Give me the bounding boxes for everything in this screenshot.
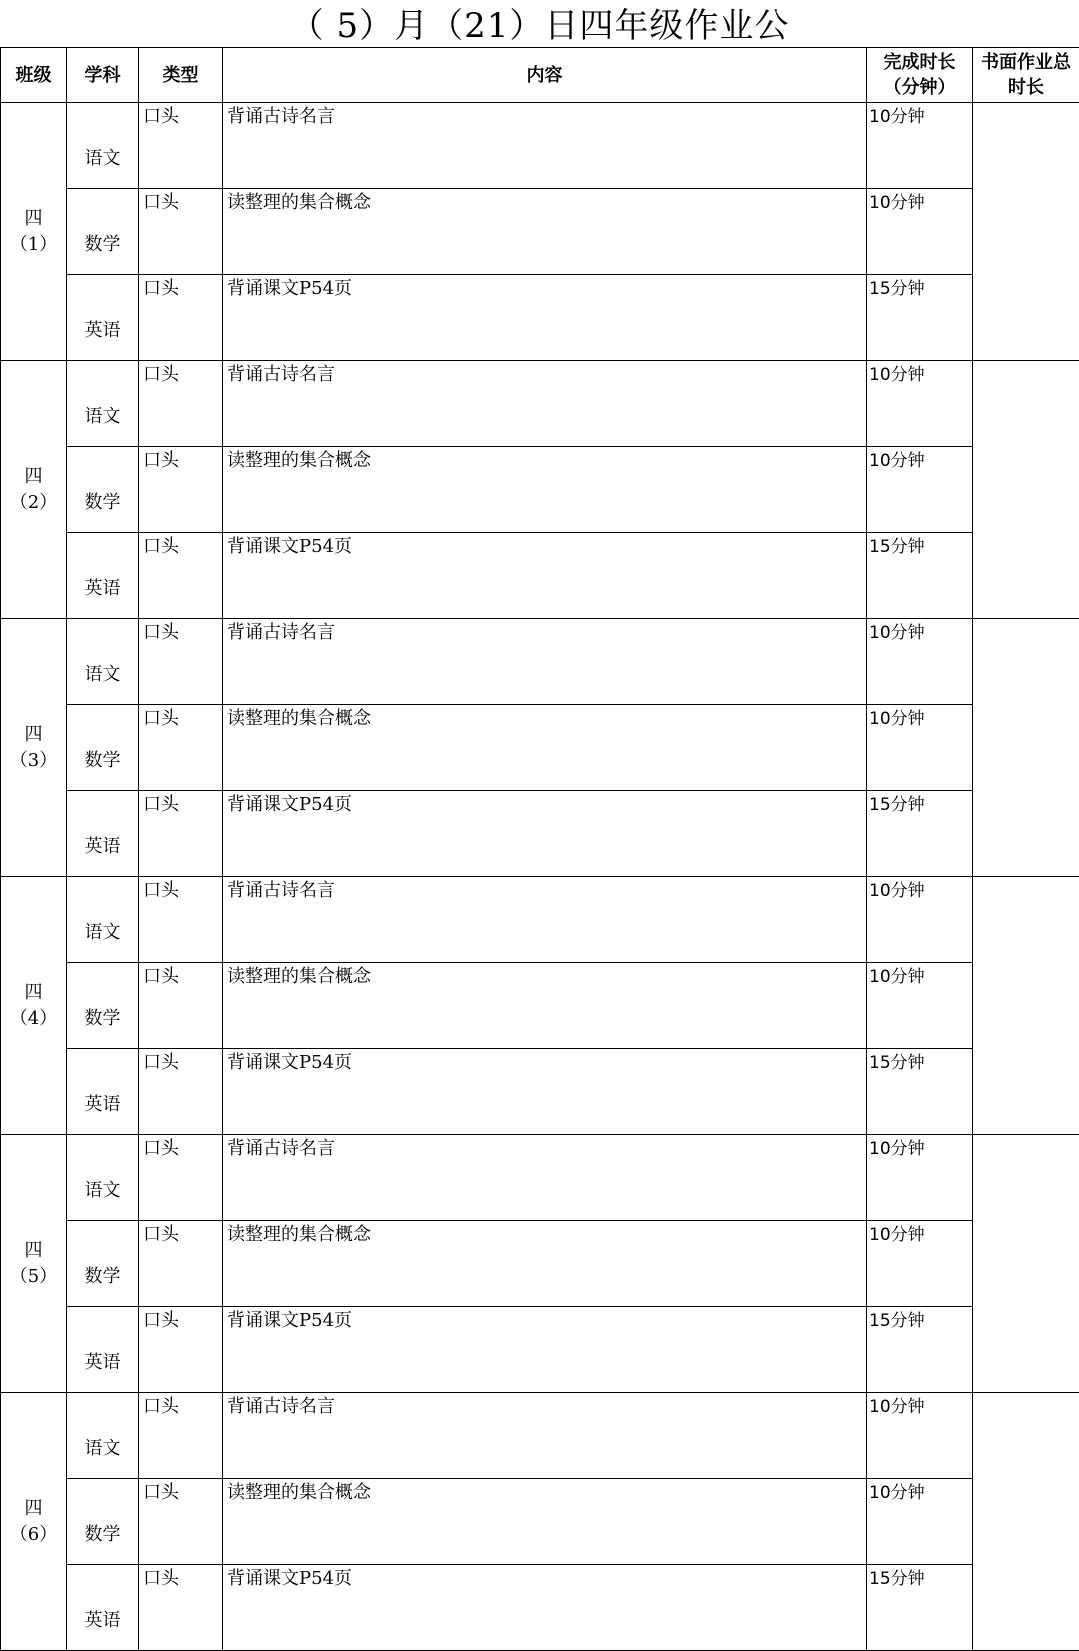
written-total-cell: [973, 361, 1079, 619]
content-cell: 背诵课文P54页: [223, 791, 867, 877]
page-title: （ 5）月（21）日四年级作业公: [0, 0, 1079, 48]
table-row: [1, 705, 1079, 791]
content-cell: 读整理的集合概念: [223, 705, 867, 791]
class-number: （5）: [1, 1264, 66, 1290]
class-number: （4）: [1, 1006, 66, 1032]
written-total-cell: [973, 1135, 1079, 1393]
class-cell: [1, 877, 67, 1135]
subject-cell: 语文: [67, 619, 139, 705]
content-cell: 背诵课文P54页: [223, 1565, 867, 1651]
header-content: 内容: [223, 48, 867, 103]
subject-cell: 英语: [67, 1307, 139, 1393]
duration-cell: 10分钟: [867, 361, 973, 447]
duration-cell: 10分钟: [867, 103, 973, 189]
duration-cell: 15分钟: [867, 1049, 973, 1135]
subject-cell: 语文: [67, 103, 139, 189]
content-cell: 背诵古诗名言: [223, 619, 867, 705]
subject-cell: 数学: [67, 1221, 139, 1307]
type-cell: 口头: [139, 1565, 223, 1651]
type-cell: 口头: [139, 103, 223, 189]
duration-cell: 15分钟: [867, 533, 973, 619]
content-cell: 读整理的集合概念: [223, 963, 867, 1049]
content-cell: 背诵古诗名言: [223, 1393, 867, 1479]
class-number: （2）: [1, 490, 66, 516]
table-row: [1, 1393, 1079, 1479]
duration-cell: 15分钟: [867, 275, 973, 361]
table-row: [1, 189, 1079, 275]
duration-cell: 15分钟: [867, 1565, 973, 1651]
table-row: [1, 963, 1079, 1049]
class-grade: 四: [1, 1238, 66, 1264]
table-row: [1, 1479, 1079, 1565]
duration-cell: 10分钟: [867, 189, 973, 275]
written-total-cell: [973, 1393, 1079, 1651]
content-cell: 读整理的集合概念: [223, 1221, 867, 1307]
duration-cell: 10分钟: [867, 705, 973, 791]
written-total-cell: [973, 877, 1079, 1135]
type-cell: 口头: [139, 1307, 223, 1393]
table-row: [1, 447, 1079, 533]
written-total-cell: [973, 103, 1079, 361]
subject-cell: 数学: [67, 189, 139, 275]
duration-cell: 10分钟: [867, 447, 973, 533]
table-row: [1, 1565, 1079, 1651]
subject-cell: 语文: [67, 1393, 139, 1479]
table-row: [1, 103, 1079, 189]
content-cell: 背诵古诗名言: [223, 103, 867, 189]
type-cell: 口头: [139, 275, 223, 361]
class-grade: 四: [1, 464, 66, 490]
class-cell: [1, 1135, 67, 1393]
table-row: [1, 1221, 1079, 1307]
class-number: （6）: [1, 1522, 66, 1548]
duration-cell: 10分钟: [867, 619, 973, 705]
subject-cell: 语文: [67, 877, 139, 963]
header-type: 类型: [139, 48, 223, 103]
type-cell: 口头: [139, 705, 223, 791]
type-cell: 口头: [139, 361, 223, 447]
type-cell: 口头: [139, 1135, 223, 1221]
header-duration: 完成时长（分钟）: [867, 48, 973, 103]
written-total-cell: [973, 619, 1079, 877]
duration-cell: 15分钟: [867, 791, 973, 877]
type-cell: 口头: [139, 1049, 223, 1135]
table-row: [1, 1049, 1079, 1135]
duration-cell: 10分钟: [867, 1221, 973, 1307]
subject-cell: 英语: [67, 1049, 139, 1135]
content-cell: 读整理的集合概念: [223, 447, 867, 533]
duration-cell: 10分钟: [867, 963, 973, 1049]
table-row: [1, 619, 1079, 705]
class-number: （3）: [1, 748, 66, 774]
type-cell: 口头: [139, 877, 223, 963]
header-subject: 学科: [67, 48, 139, 103]
content-cell: 读整理的集合概念: [223, 1479, 867, 1565]
subject-cell: 语文: [67, 361, 139, 447]
table-row: [1, 877, 1079, 963]
duration-cell: 10分钟: [867, 1135, 973, 1221]
type-cell: 口头: [139, 619, 223, 705]
table-row: [1, 275, 1079, 361]
subject-cell: 数学: [67, 705, 139, 791]
class-number: （1）: [1, 232, 66, 258]
class-grade: 四: [1, 1496, 66, 1522]
table-body: [1, 103, 1079, 1651]
content-cell: 读整理的集合概念: [223, 189, 867, 275]
class-grade: 四: [1, 206, 66, 232]
type-cell: 口头: [139, 1221, 223, 1307]
content-cell: 背诵古诗名言: [223, 1135, 867, 1221]
subject-cell: 英语: [67, 533, 139, 619]
type-cell: 口头: [139, 963, 223, 1049]
content-cell: 背诵古诗名言: [223, 361, 867, 447]
content-cell: 背诵课文P54页: [223, 1049, 867, 1135]
type-cell: 口头: [139, 189, 223, 275]
class-cell: [1, 1393, 67, 1651]
content-cell: 背诵古诗名言: [223, 877, 867, 963]
header-written-total: 书面作业总时长: [973, 48, 1079, 103]
class-cell: [1, 103, 67, 361]
class-grade: 四: [1, 722, 66, 748]
duration-cell: 15分钟: [867, 1307, 973, 1393]
class-cell: [1, 361, 67, 619]
table-row: [1, 533, 1079, 619]
subject-cell: 英语: [67, 791, 139, 877]
type-cell: 口头: [139, 791, 223, 877]
subject-cell: 英语: [67, 275, 139, 361]
header-class: 班级: [1, 48, 67, 103]
subject-cell: 语文: [67, 1135, 139, 1221]
class-grade: 四: [1, 980, 66, 1006]
table-row: [1, 791, 1079, 877]
content-cell: 背诵课文P54页: [223, 533, 867, 619]
table-row: [1, 361, 1079, 447]
homework-table: [0, 47, 1079, 1651]
header-row: [1, 48, 1079, 103]
type-cell: 口头: [139, 1479, 223, 1565]
class-cell: [1, 619, 67, 877]
table-row: [1, 1307, 1079, 1393]
duration-cell: 10分钟: [867, 1479, 973, 1565]
type-cell: 口头: [139, 447, 223, 533]
duration-cell: 10分钟: [867, 877, 973, 963]
content-cell: 背诵课文P54页: [223, 275, 867, 361]
duration-cell: 10分钟: [867, 1393, 973, 1479]
type-cell: 口头: [139, 533, 223, 619]
subject-cell: 英语: [67, 1565, 139, 1651]
subject-cell: 数学: [67, 963, 139, 1049]
type-cell: 口头: [139, 1393, 223, 1479]
subject-cell: 数学: [67, 1479, 139, 1565]
content-cell: 背诵课文P54页: [223, 1307, 867, 1393]
table-row: [1, 1135, 1079, 1221]
subject-cell: 数学: [67, 447, 139, 533]
